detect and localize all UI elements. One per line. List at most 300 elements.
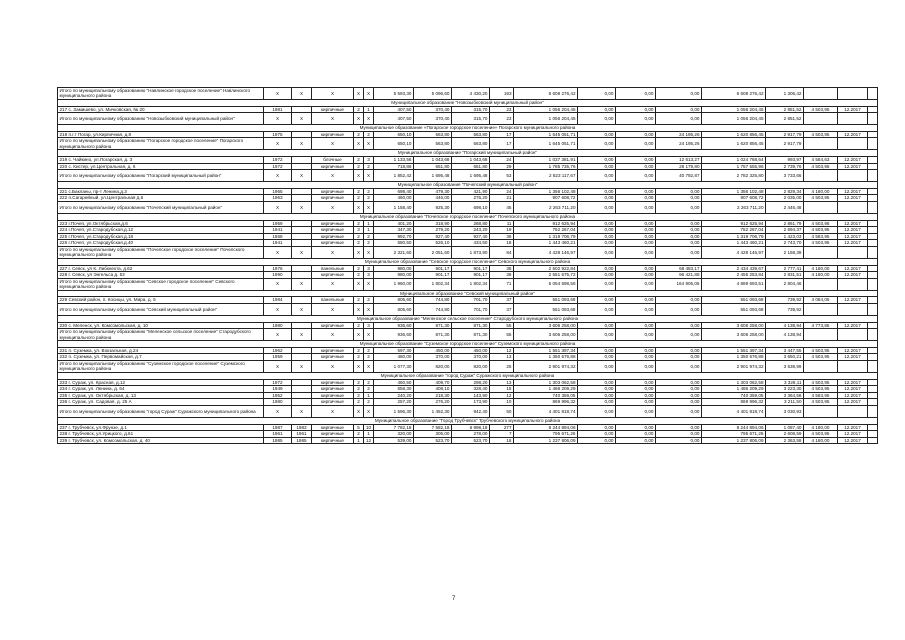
cell-owners_funds: 2 743,70 [766, 240, 804, 247]
cell-share_fund: 0,00 [616, 405, 656, 417]
cell-limit_cost: 12.2017 [838, 106, 868, 113]
cell-wall: Х [312, 405, 354, 417]
cell-unit_cost: 4 503,95 [804, 354, 838, 361]
cell-budget_region: 24 195,26 [656, 131, 702, 138]
cell-wall: Х [312, 360, 354, 372]
cell-budget_region: 28 179,80 [656, 163, 702, 170]
cell-unit_cost: 4 503,95 [804, 240, 838, 247]
cell-cost_total: 3 606 258,00 [514, 322, 578, 329]
cell-cost_total: 795 671,26 [514, 431, 578, 438]
cell-fund_reform: 0,00 [578, 170, 616, 182]
cell-floors: 2 [354, 157, 364, 164]
cell-area_own: 523,70 [452, 437, 490, 444]
cell-unit_cost: 4 180,00 [804, 265, 838, 272]
cell-area_own: 698,10 [452, 201, 490, 213]
cell-budget_region: 0,00 [656, 431, 702, 438]
cell-limit_cost [838, 170, 868, 182]
cell-limit_cost: 12.2017 [838, 354, 868, 361]
cell-sections: 3 [364, 157, 374, 164]
cell-area_living: 370,40 [414, 113, 452, 125]
section-header: Муниципальное образование "Почепский муниципальный район" [58, 181, 878, 188]
cell-budget_local: 1 056 204,45 [702, 113, 766, 125]
cell-year_end [292, 106, 312, 113]
cell-address: 229 Севский район, п. Косицы, ул. Мира, д. 5 [58, 297, 264, 304]
cell-year_end [292, 163, 312, 170]
cell-owners_funds: 2 861,79 [766, 220, 804, 227]
cell-owners_funds: 739,92 [766, 297, 804, 304]
cell-floors: Х [354, 246, 364, 258]
cell-area_living: 871,30 [414, 322, 452, 329]
cell-plan_end [868, 379, 878, 386]
cell-owners_funds: 2 831,51 [766, 272, 804, 279]
cell-area_total: 460,00 [374, 195, 414, 202]
cell-plan_end [868, 227, 878, 234]
cell-year_start: 1972 [264, 157, 292, 164]
cell-plan_end [868, 437, 878, 444]
cell-budget_local: 3 606 258,00 [702, 322, 766, 329]
cell-budget_local: 2 434 439,67 [702, 265, 766, 272]
cell-owners_funds: 3 650,21 [766, 354, 804, 361]
cell-wall: кирпичные [312, 399, 354, 406]
section-header-row [58, 417, 878, 424]
cell-address: 239 г. Трубчевск, ул. Комсомольская, д. 40 [58, 437, 264, 444]
cell-year_end [292, 399, 312, 406]
cell-cost_total: 3 606 258,00 [514, 329, 578, 341]
cell-wall: Х [312, 329, 354, 341]
cell-plan_end [868, 88, 878, 100]
cell-floors: 3 [354, 227, 364, 234]
cell-floors: Х [354, 360, 364, 372]
cell-cost_total: 752 267,04 [514, 227, 578, 234]
cell-year_start: Х [264, 303, 292, 315]
section-header-row [58, 213, 878, 220]
cell-cost_total: 2 263 711,20 [514, 201, 578, 213]
cell-sections: 3 [364, 265, 374, 272]
cell-budget_local: 1 303 062,58 [702, 379, 766, 386]
section-header: Муниципальное образование "Меленское сельское поселение" Стародубского муниципального района [58, 315, 878, 322]
cell-year_end [292, 188, 312, 195]
subtotal-row [58, 246, 878, 258]
cell-cost_total: 1 645 051,71 [514, 131, 578, 138]
cell-year_start: Х [264, 405, 292, 417]
cell-area_total: 2 321,60 [374, 246, 414, 258]
cell-plan_end [868, 157, 878, 164]
cell-share_fund: 0,00 [616, 113, 656, 125]
cell-budget_local: 1 356 102,48 [702, 188, 766, 195]
cell-year_end [292, 392, 312, 399]
cell-limit_cost [838, 303, 868, 315]
cell-budget_region: 0,00 [656, 322, 702, 329]
cell-address: Итого по муниципальному образованию "Меленское сельское поселение" Стародубского муниципального района [58, 329, 264, 341]
cell-limit_cost: 12.2017 [838, 240, 868, 247]
cell-owners_funds: 3 364,58 [766, 392, 804, 399]
cell-budget_region: 0,00 [656, 399, 702, 406]
cell-address: Итого по муниципальному образованию "город Сураж" Суражского муниципального района [58, 405, 264, 417]
cell-cost_total: 1 303 062,58 [514, 379, 578, 386]
table-row [58, 399, 878, 406]
cell-budget_local: 2 263 711,20 [702, 201, 766, 213]
cell-area_own: 434,50 [452, 240, 490, 247]
cell-budget_region: 0,00 [656, 201, 702, 213]
cell-year_end: 1983 [292, 424, 312, 431]
section-header: Муниципальное образование "Севское городское поселение" Севского муниципального района [58, 258, 878, 265]
cell-fund_reform: 0,00 [578, 360, 616, 372]
cell-fund_reform: 0,00 [578, 347, 616, 354]
cell-floors: 2 [354, 195, 364, 202]
cell-area_total: 805,60 [374, 297, 414, 304]
cell-residents: 19 [490, 227, 514, 234]
cell-address: 234 г. Сураж, ул. Ленина, д. 64 [58, 386, 264, 393]
cell-year_start: 1963 [264, 195, 292, 202]
cell-fund_reform: 0,00 [578, 106, 616, 113]
cell-budget_local: 869 996,32 [702, 399, 766, 406]
cell-limit_cost [838, 360, 868, 372]
cell-fund_reform: 0,00 [578, 246, 616, 258]
cell-unit_cost: 4 583,95 [804, 233, 838, 240]
cell-area_own: 173,90 [452, 399, 490, 406]
cell-share_fund: 0,00 [616, 233, 656, 240]
cell-area_living: 871,30 [414, 329, 452, 341]
cell-address: 233 г. Сураж, ул. Красная, д.12 [58, 379, 264, 386]
cell-year_start: 1981 [264, 106, 292, 113]
cell-fund_reform: 0,00 [578, 272, 616, 279]
cell-fund_reform: 0,00 [578, 405, 616, 417]
cell-share_fund: 0,00 [616, 88, 656, 100]
cell-residents: 7 [490, 431, 514, 438]
cell-area_total: 650,10 [374, 138, 414, 150]
cell-budget_local: 4 428 146,97 [702, 246, 766, 258]
cell-year_end [292, 347, 312, 354]
cell-cost_total: 1 486 209,29 [514, 386, 578, 393]
cell-budget_region: 0,00 [656, 379, 702, 386]
cell-plan_end [868, 392, 878, 399]
cell-fund_reform: 0,00 [578, 138, 616, 150]
cell-wall: кирпичные [312, 431, 354, 438]
cell-area_own: 328,40 [452, 386, 490, 393]
cell-area_total: 1 077,30 [374, 360, 414, 372]
subtotal-row [58, 88, 878, 100]
cell-area_total: 597,30 [374, 347, 414, 354]
cell-area_own: 1 873,90 [452, 246, 490, 258]
cell-year_end: 1961 [292, 431, 312, 438]
cell-plan_end [868, 424, 878, 431]
cell-limit_cost [838, 138, 868, 150]
cell-owners_funds: 2 739,76 [766, 163, 804, 170]
cell-area_total: 1 596,30 [374, 405, 414, 417]
cell-wall: Х [312, 170, 354, 182]
cell-area_own: 276,20 [452, 195, 490, 202]
cell-address: 227 г. Севск, ул К. Либкнехта, д.62 [58, 265, 264, 272]
cell-area_living: 276,20 [414, 399, 452, 406]
cell-sections: 2 [364, 354, 374, 361]
cell-plan_end [868, 106, 878, 113]
cell-wall: кирпичные [312, 272, 354, 279]
cell-residents: 55 [490, 322, 514, 329]
cell-area_own: 370,00 [452, 354, 490, 361]
cell-limit_cost [838, 88, 868, 100]
cell-share_fund: 0,00 [616, 322, 656, 329]
cell-residents: 18 [490, 240, 514, 247]
cell-floors: 2 [354, 106, 364, 113]
cell-budget_region: 0,00 [656, 240, 702, 247]
cell-area_own: 701,70 [452, 297, 490, 304]
cell-budget_region: 0,00 [656, 424, 702, 431]
cell-limit_cost: 12.2017 [838, 233, 868, 240]
table-row [58, 297, 878, 304]
cell-unit_cost [804, 405, 838, 417]
table-row [58, 437, 878, 444]
subtotal-row [58, 360, 878, 372]
cell-floors: 2 [354, 163, 364, 170]
cell-year_start: 1987 [264, 424, 292, 431]
cell-floors: 2 [354, 399, 364, 406]
cell-unit_cost: 4 773,85 [804, 322, 838, 329]
cell-floors: 2 [354, 379, 364, 386]
cell-residents: 21 [490, 195, 514, 202]
cell-sections: 2 [364, 195, 374, 202]
cell-cost_total: 551 093,68 [514, 303, 578, 315]
cell-cost_total: 1 056 204,45 [514, 106, 578, 113]
cell-area_living: 901,17 [414, 265, 452, 272]
cell-limit_cost: 12.2017 [838, 431, 868, 438]
cell-budget_local: 2 455 253,84 [702, 272, 766, 279]
cell-limit_cost: 12.2017 [838, 379, 868, 386]
cell-sections: 2 [364, 188, 374, 195]
cell-sections: 1 [364, 392, 374, 399]
cell-budget_region: 12 613,27 [656, 157, 702, 164]
cell-fund_reform: 0,00 [578, 278, 616, 290]
cell-wall: кирпичные [312, 424, 354, 431]
cell-floors: 2 [354, 322, 364, 329]
cell-cost_total: 2 823 117,67 [514, 170, 578, 182]
cell-area_own: 421,90 [452, 188, 490, 195]
cell-share_fund: 0,00 [616, 329, 656, 341]
cell-year_start: 1961 [264, 431, 292, 438]
cell-cost_total: 1 319 706,79 [514, 233, 578, 240]
cell-unit_cost [804, 246, 838, 258]
cell-area_own: 701,70 [452, 303, 490, 315]
cell-limit_cost [838, 278, 868, 290]
cell-sections: 1 [364, 220, 374, 227]
cell-area_total: 407,50 [374, 113, 414, 125]
section-header-row [58, 290, 878, 297]
cell-budget_local: 551 093,68 [702, 297, 766, 304]
cell-owners_funds: 1 306,42 [766, 88, 804, 100]
cell-cost_total: 2 502 922,84 [514, 265, 578, 272]
cell-floors: 2 [354, 347, 364, 354]
cell-residents: 24 [490, 157, 514, 164]
cell-share_fund: 0,00 [616, 424, 656, 431]
cell-plan_end [868, 233, 878, 240]
cell-owners_funds: 3 211,50 [766, 399, 804, 406]
cell-floors: 2 [354, 386, 364, 393]
cell-budget_local: 1 056 204,45 [702, 106, 766, 113]
cell-unit_cost: 4 180,00 [804, 272, 838, 279]
table-row [58, 131, 878, 138]
cell-budget_local: 1 024 768,64 [702, 157, 766, 164]
cell-residents: 84 [490, 246, 514, 258]
cell-cost_total: 4 428 146,97 [514, 246, 578, 258]
cell-area_total: 980,00 [374, 265, 414, 272]
cell-plan_end [868, 138, 878, 150]
cell-floors: 5 [354, 424, 364, 431]
cell-fund_reform: 0,00 [578, 88, 616, 100]
cell-residents: 71 [490, 278, 514, 290]
cell-plan_end [868, 329, 878, 341]
cell-unit_cost: 4 503,95 [804, 386, 838, 393]
cell-year_end [292, 265, 312, 272]
table-row [58, 163, 878, 170]
table-row [58, 379, 878, 386]
cell-unit_cost: 4 180,00 [804, 424, 838, 431]
cell-unit_cost [804, 170, 838, 182]
cell-floors: 2 [354, 297, 364, 304]
cell-address: 226 г.Почеп, ул.Стародубская,д.40 [58, 240, 264, 247]
cell-budget_local: 1 319 706,79 [702, 233, 766, 240]
cell-plan_end [868, 405, 878, 417]
cell-area_living: 318,90 [414, 220, 452, 227]
cell-address: Итого по муниципальному образованию "Почепский муниципальный район" [58, 201, 264, 213]
cell-budget_region: 40 792,87 [656, 170, 702, 182]
cell-area_living: 901,17 [414, 272, 452, 279]
cell-area_living: 563,80 [414, 131, 452, 138]
cell-budget_local: 1 551 397,34 [702, 347, 766, 354]
cell-area_own: 315,70 [452, 113, 490, 125]
cell-wall: кирпичные [312, 106, 354, 113]
cell-limit_cost: 12.2017 [838, 386, 868, 393]
cell-year_start: 1990 [264, 272, 292, 279]
table-row [58, 195, 878, 202]
cell-floors: 2 [354, 233, 364, 240]
cell-fund_reform: 0,00 [578, 220, 616, 227]
cell-sections: 2 [364, 297, 374, 304]
cell-share_fund: 0,00 [616, 303, 656, 315]
cell-owners_funds: 739,92 [766, 303, 804, 315]
cell-residents: 193 [490, 88, 514, 100]
cell-owners_funds: 2 035,00 [766, 195, 804, 202]
cell-area_total: 698,40 [374, 188, 414, 195]
cell-wall: кирпичные [312, 227, 354, 234]
cell-address: Итого по муниципальному образованию "Навлинское городское поселение" Навлинского муниципального района [58, 88, 264, 100]
cell-area_own: 315,70 [452, 106, 490, 113]
cell-unit_cost: 4 084,05 [804, 297, 838, 304]
cell-budget_local: 1 443 460,21 [702, 240, 766, 247]
cell-budget_region: 0,00 [656, 437, 702, 444]
cell-area_total: 1 158,40 [374, 201, 414, 213]
cell-plan_end [868, 195, 878, 202]
table-row [58, 392, 878, 399]
page-number: 7 [452, 596, 456, 602]
cell-share_fund: 0,00 [616, 386, 656, 393]
cell-residents: 45 [490, 201, 514, 213]
table-row [58, 227, 878, 234]
cell-floors: 2 [354, 240, 364, 247]
cell-sections: 3 [364, 322, 374, 329]
cell-budget_local: 907 608,72 [702, 195, 766, 202]
cell-area_living: 479,30 [414, 188, 452, 195]
cell-limit_cost [838, 113, 868, 125]
cell-limit_cost [838, 329, 868, 341]
cell-plan_end [868, 131, 878, 138]
cell-budget_local: 6 608 276,42 [702, 88, 766, 100]
cell-budget_region: 0,00 [656, 297, 702, 304]
cell-area_own: 450,00 [452, 347, 490, 354]
cell-owners_funds: 3 733,66 [766, 170, 804, 182]
cell-fund_reform: 0,00 [578, 227, 616, 234]
cell-sections: 1 [364, 227, 374, 234]
subtotal-row [58, 278, 878, 290]
cell-owners_funds: 2 158,39 [766, 246, 804, 258]
cell-area_total: 347,30 [374, 227, 414, 234]
cell-floors: 2 [354, 220, 364, 227]
cell-floors: Х [354, 170, 364, 182]
table-row [58, 386, 878, 393]
cell-residents: 35 [490, 265, 514, 272]
cell-budget_region: 0,00 [656, 106, 702, 113]
cell-year_start: 1976 [264, 265, 292, 272]
cell-residents: 17 [490, 131, 514, 138]
cell-area_living: 5 096,60 [414, 88, 452, 100]
cell-share_fund: 0,00 [616, 431, 656, 438]
cell-wall: кирпичные [312, 195, 354, 202]
table-row [58, 220, 878, 227]
cell-area_total: 5 593,30 [374, 88, 414, 100]
cell-residents: 11 [490, 220, 514, 227]
cell-year_end [292, 220, 312, 227]
cell-limit_cost: 12.2017 [838, 424, 868, 431]
cell-address: 224 г.Почеп, ул.Стародубская,д.12 [58, 227, 264, 234]
table-row [58, 347, 878, 354]
cell-budget_region: 0,00 [656, 88, 702, 100]
cell-area_own: 871,30 [452, 322, 490, 329]
cell-area_own: 1 802,34 [452, 278, 490, 290]
subtotal-row [58, 201, 878, 213]
cell-wall: кирпичные [312, 188, 354, 195]
cell-budget_local: 795 671,26 [702, 431, 766, 438]
cell-year_end: Х [292, 360, 312, 372]
cell-fund_reform: 0,00 [578, 240, 616, 247]
cell-address: Итого по муниципальному образованию "Погарский муниципальный район" [58, 170, 264, 182]
cell-unit_cost [804, 88, 838, 100]
cell-cost_total: 551 093,68 [514, 297, 578, 304]
cell-budget_region: 0,00 [656, 360, 702, 372]
section-header-row [58, 181, 878, 188]
cell-area_total: 1 960,00 [374, 278, 414, 290]
cell-plan_end [868, 322, 878, 329]
cell-budget_region: 0,00 [656, 233, 702, 240]
cell-area_living: 450,00 [414, 347, 452, 354]
cell-sections: 2 [364, 163, 374, 170]
cell-plan_end [868, 399, 878, 406]
cell-owners_funds: 2 777,41 [766, 265, 804, 272]
cell-budget_local: 2 782 325,80 [702, 170, 766, 182]
cell-plan_end [868, 354, 878, 361]
cell-unit_cost: 4 503,95 [804, 347, 838, 354]
cell-area_total: 718,86 [374, 163, 414, 170]
cell-year_end [292, 240, 312, 247]
cell-share_fund: 0,00 [616, 106, 656, 113]
cell-cost_total: 1 037 381,91 [514, 157, 578, 164]
cell-cost_total: 1 237 806,09 [514, 437, 578, 444]
cell-wall: кирпичные [312, 386, 354, 393]
cell-year_start: Х [264, 278, 292, 290]
cell-unit_cost [804, 303, 838, 315]
cell-limit_cost: 12.2017 [838, 163, 868, 170]
cell-sections: Х [364, 201, 374, 213]
cell-address: 221 с.Бакланы, пр-т Ленина,д.3 [58, 188, 264, 195]
cell-share_fund: 0,00 [616, 437, 656, 444]
cell-limit_cost: 12.2017 [838, 392, 868, 399]
